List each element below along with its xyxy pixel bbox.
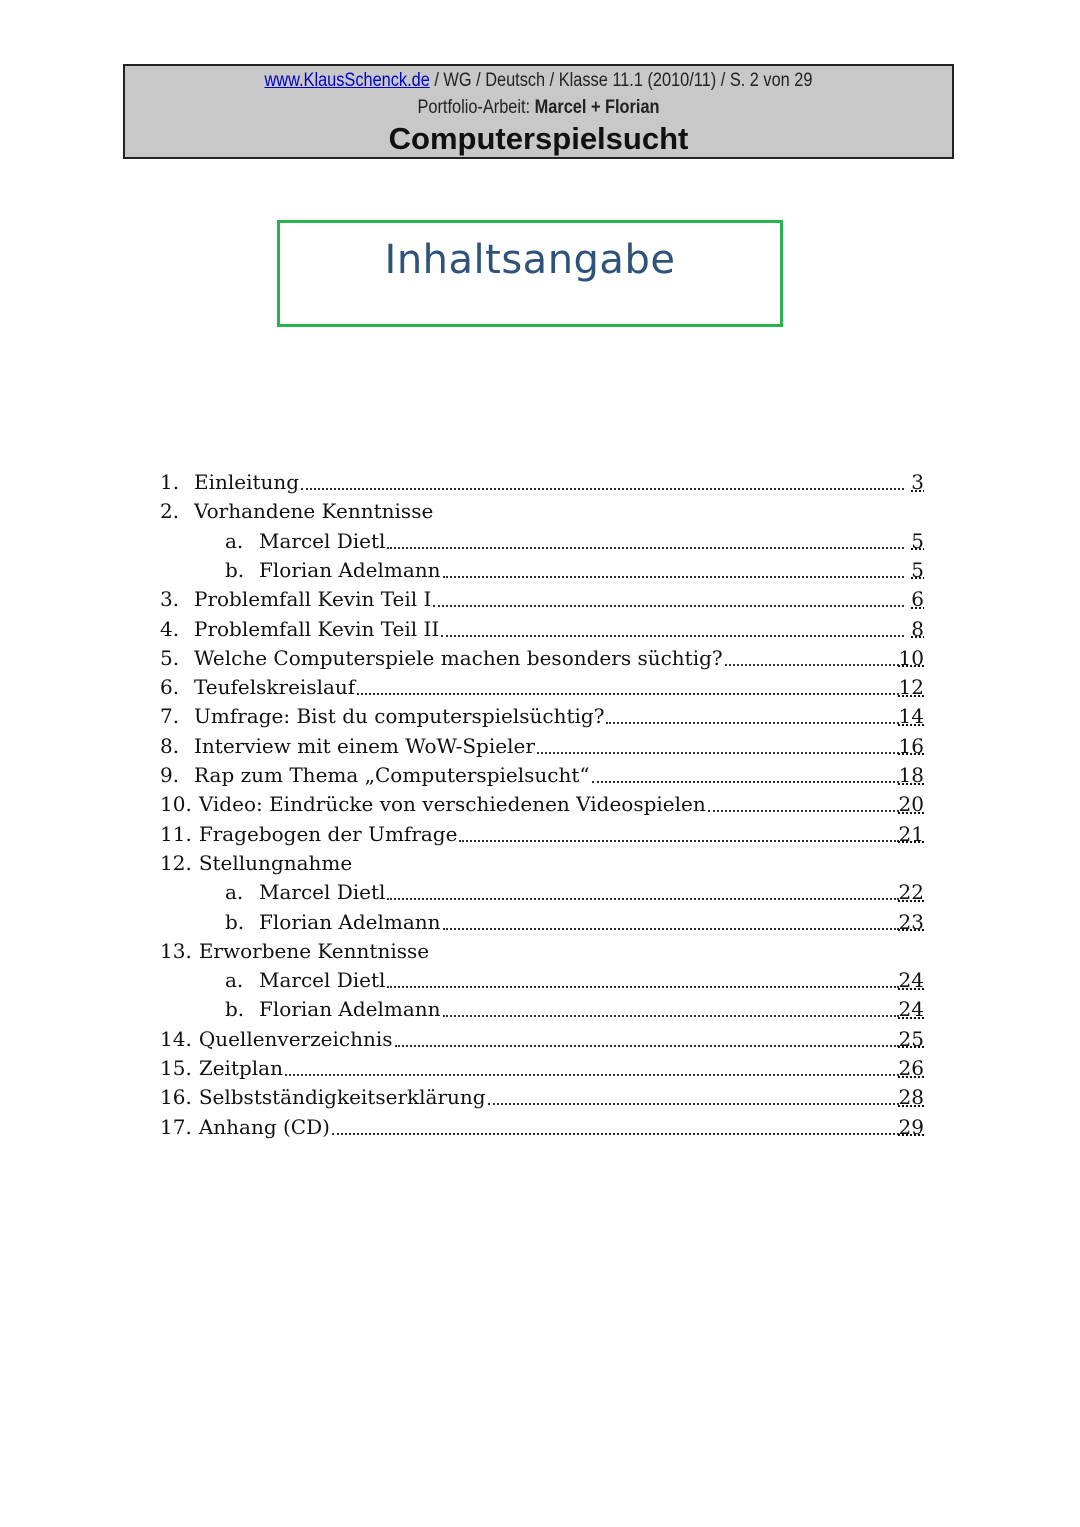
toc-leader-dots [357,692,898,695]
toc-entry-number: b. [225,909,245,934]
toc-leader-dots [537,751,899,754]
toc-entry-number: 17. [160,1114,192,1139]
toc-entry[interactable] [160,468,924,497]
toc-leader-dots [387,985,898,988]
toc-entry-label: Florian Adelmann [259,909,441,934]
toc-entry-number: 4. [160,616,180,641]
toc-entry[interactable] [160,966,924,995]
toc-entry-label: Teufelskreislauf [194,675,356,700]
toc-entry-label: Marcel Dietl [259,880,386,905]
toc-leader-dots [708,809,899,812]
toc-entry-label: Einleitung [194,470,300,494]
toc-title-box [277,220,783,327]
toc-entry[interactable] [160,497,924,526]
toc-leader-dots [443,927,899,930]
toc-entry-number: a. [225,968,244,993]
toc-entry-page: 18 [898,763,924,787]
toc-entry-number: 1. [160,470,180,494]
toc-entry[interactable] [160,615,924,644]
toc-entry-number: b. [225,997,245,1022]
toc-entry-page: 25 [898,1026,924,1051]
toc-entry-label: Umfrage: Bist du computerspielsüchtig? [194,704,605,729]
toc-entry-label: Rap zum Thema „Computerspielsucht“ [194,763,590,787]
toc-entry-number: 12. [160,850,192,875]
toc-entry-page: 6 [911,587,924,612]
header-meta: / WG / Deutsch / Klasse 11.1 (2010/11) / S. 2 von 29 [429,70,813,91]
toc-entry-label: Interview mit einem WoW-Spieler [194,733,535,758]
toc-entry-page: 24 [898,997,924,1022]
toc-title: Inhaltsangabe [384,237,676,283]
toc-leader-dots [387,546,904,549]
toc-entry-number: 13. [160,938,192,963]
toc-entry-label: Florian Adelmann [259,557,441,582]
toc-entry-page: 5 [911,528,924,553]
toc-entry-page: 26 [898,1056,924,1080]
source-link[interactable]: www.KlausSchenck.de [264,70,430,91]
toc-entry[interactable] [160,585,924,614]
toc-leader-dots [488,1102,899,1105]
header-portfolio-line [183,97,894,119]
toc-entry[interactable] [160,673,924,702]
toc-entry-page: 21 [898,821,924,846]
toc-entry-label: Stellungnahme [198,850,353,875]
document-title: Computerspielsucht [388,121,689,156]
toc-entry[interactable] [160,1113,924,1142]
toc-entry-number: 16. [160,1085,192,1110]
toc-entry-number: a. [225,528,244,553]
toc-entry[interactable] [160,761,924,790]
toc-leader-dots [592,780,899,783]
toc-entry-page: 23 [898,909,924,934]
toc-entry[interactable] [160,820,924,849]
toc-entry-page: 28 [898,1085,924,1110]
toc-entry-page: 5 [911,557,924,582]
toc-entry-label: Florian Adelmann [259,997,441,1022]
toc-entry-page: 24 [898,968,924,993]
toc-entry[interactable] [160,849,924,878]
toc-entry[interactable] [160,527,924,556]
toc-entry[interactable] [160,937,924,966]
toc-leader-dots [443,575,904,578]
toc-entry-number: 3. [160,587,180,612]
toc-leader-dots [387,897,898,900]
toc-entry-number: 6. [160,675,180,700]
toc-leader-dots [433,604,904,607]
toc-entry-number: 5. [160,645,180,670]
toc-leader-dots [301,487,904,490]
page-header [123,64,954,159]
toc-entry-number: b. [225,557,245,582]
toc-leader-dots [459,839,898,842]
toc-entry-label: Video: Eindrücke von verschiedenen Videospielen [198,792,706,817]
toc-entry-number: 8. [160,733,180,758]
toc-entry-page: 8 [911,616,924,641]
toc-entry[interactable] [160,790,924,819]
toc-entry-label: Welche Computerspiele machen besonders süchtig? [194,645,723,670]
toc-entry-page: 3 [911,470,924,494]
toc-leader-dots [332,1132,899,1135]
portfolio-prefix: Portfolio-Arbeit: [417,97,535,118]
toc-entry[interactable] [160,702,924,731]
toc-entry-number: a. [225,880,244,905]
authors: Marcel + Florian [534,97,660,118]
toc-entry-page: 10 [898,645,924,670]
header-source-line [183,70,894,92]
toc-entry[interactable] [160,1083,924,1112]
toc-entry[interactable] [160,556,924,585]
toc-entry[interactable] [160,995,924,1024]
toc-entry-label: Vorhandene Kenntnisse [194,499,434,524]
toc-entry-page: 12 [898,675,924,700]
toc-entry-page: 14 [898,704,924,729]
toc-entry-label: Selbstständigkeitserklärung [198,1085,486,1110]
toc-entry-label: Erworbene Kenntnisse [198,938,430,963]
toc-entry-label: Problemfall Kevin Teil I [194,587,432,612]
toc-leader-dots [606,721,898,724]
toc-leader-dots [395,1044,899,1047]
toc-entry-page: 22 [898,880,924,905]
toc-entry[interactable] [160,732,924,761]
toc-entry-label: Quellenverzeichnis [198,1026,393,1051]
toc-entry-number: 10. [160,792,192,817]
toc-entry-number: 14. [160,1026,192,1051]
toc-entry[interactable] [160,908,924,937]
toc-leader-dots [725,663,899,666]
toc-entry-page: 20 [898,792,924,817]
toc-entry-label: Anhang (CD) [198,1114,330,1139]
toc-entry-label: Marcel Dietl [259,528,386,553]
toc-entry-page: 16 [898,733,924,758]
toc-entry-page: 29 [898,1114,924,1139]
toc-entry-number: 7. [160,704,180,729]
toc-entry-number: 9. [160,763,180,787]
toc-entry-label: Zeitplan [198,1056,283,1080]
toc-entry-number: 11. [160,821,192,846]
toc-entry-number: 2. [160,499,180,524]
toc-entry-label: Problemfall Kevin Teil II [194,616,440,641]
toc-entry[interactable] [160,1054,924,1083]
toc-entry[interactable] [160,1025,924,1054]
toc-entry-label: Fragebogen der Umfrage [198,821,458,846]
toc-leader-dots [285,1073,899,1076]
toc-leader-dots [443,1014,899,1017]
toc-entry-number: 15. [160,1056,192,1080]
toc-entry-label: Marcel Dietl [259,968,386,993]
toc-entry[interactable] [160,644,924,673]
toc-leader-dots [441,634,904,637]
toc-entry[interactable] [160,878,924,907]
